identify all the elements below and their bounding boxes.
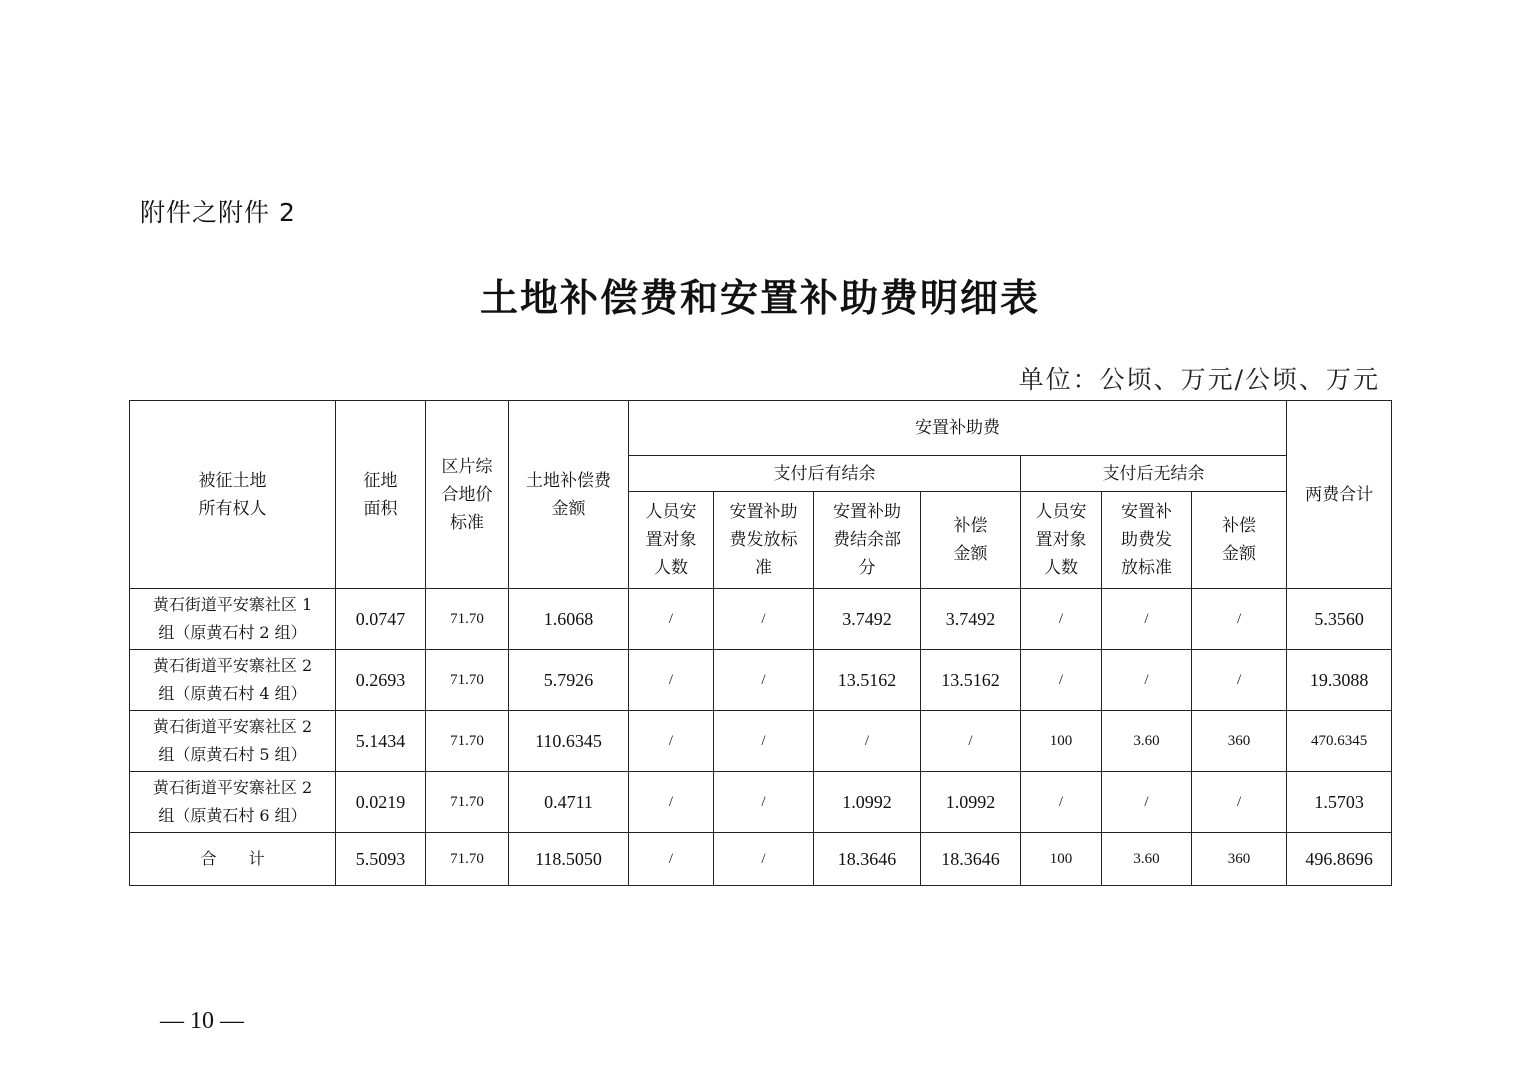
cell-total: 5.3560 xyxy=(1287,589,1392,650)
cell-nb-standard: / xyxy=(1102,772,1192,833)
cell-wb-amount: 13.5162 xyxy=(921,650,1021,711)
cell-land-comp: 1.6068 xyxy=(509,589,629,650)
cell-wb-standard: / xyxy=(714,650,814,711)
cell-total: 19.3088 xyxy=(1287,650,1392,711)
cell-nb-standard: 3.60 xyxy=(1102,833,1192,886)
cell-wb-balance: / xyxy=(814,711,921,772)
cell-wb-amount: 18.3646 xyxy=(921,833,1021,886)
cell-wb-standard: / xyxy=(714,833,814,886)
cell-land-comp: 0.4711 xyxy=(509,772,629,833)
cell-nb-persons: / xyxy=(1021,772,1102,833)
cell-standard: 71.70 xyxy=(426,650,509,711)
cell-wb-persons: / xyxy=(629,711,714,772)
header-resettle-group: 安置补助费 xyxy=(629,401,1287,456)
cell-wb-standard: / xyxy=(714,772,814,833)
header-nb-amount: 补偿 金额 xyxy=(1192,492,1287,589)
page-title: 土地补偿费和安置补助费明细表 xyxy=(479,276,1040,320)
header-wb-persons: 人员安 置对象 人数 xyxy=(629,492,714,589)
cell-owner: 黄石街道平安寨社区 1 组（原黄石村 2 组） xyxy=(130,589,336,650)
cell-nb-persons: 100 xyxy=(1021,711,1102,772)
cell-wb-balance: 3.7492 xyxy=(814,589,921,650)
table-row xyxy=(130,589,1392,650)
cell-area: 5.1434 xyxy=(336,711,426,772)
header-nb-standard: 安置补 助费发 放标准 xyxy=(1102,492,1192,589)
cell-wb-persons: / xyxy=(629,589,714,650)
cell-wb-balance: 18.3646 xyxy=(814,833,921,886)
cell-total: 470.6345 xyxy=(1287,711,1392,772)
cell-nb-amount: / xyxy=(1192,589,1287,650)
header-land-comp: 土地补偿费 金额 xyxy=(509,401,629,589)
cell-standard: 71.70 xyxy=(426,711,509,772)
cell-land-comp: 5.7926 xyxy=(509,650,629,711)
cell-area: 0.2693 xyxy=(336,650,426,711)
cell-area: 5.5093 xyxy=(336,833,426,886)
header-wb-standard: 安置补助 费发放标 准 xyxy=(714,492,814,589)
cell-area: 0.0219 xyxy=(336,772,426,833)
unit-note: 单位：公顷、万元/公顷、万元 xyxy=(1018,365,1380,394)
cell-wb-balance: 13.5162 xyxy=(814,650,921,711)
cell-nb-amount: 360 xyxy=(1192,711,1287,772)
cell-land-comp: 118.5050 xyxy=(509,833,629,886)
cell-nb-standard: / xyxy=(1102,589,1192,650)
cell-owner: 黄石街道平安寨社区 2 组（原黄石村 6 组） xyxy=(130,772,336,833)
header-no-balance: 支付后无结余 xyxy=(1021,456,1287,492)
cell-wb-persons: / xyxy=(629,650,714,711)
cell-wb-amount: 3.7492 xyxy=(921,589,1021,650)
page-number: — 10 — xyxy=(160,1008,244,1034)
header-nb-persons: 人员安 置对象 人数 xyxy=(1021,492,1102,589)
cell-wb-persons: / xyxy=(629,833,714,886)
cell-nb-persons: / xyxy=(1021,650,1102,711)
cell-standard: 71.70 xyxy=(426,589,509,650)
cell-nb-persons: / xyxy=(1021,589,1102,650)
cell-owner: 合 计 xyxy=(130,833,336,886)
cell-wb-amount: / xyxy=(921,711,1021,772)
header-wb-balance: 安置补助 费结余部 分 xyxy=(814,492,921,589)
attachment-label: 附件之附件 2 xyxy=(140,198,296,227)
cell-wb-persons: / xyxy=(629,772,714,833)
cell-land-comp: 110.6345 xyxy=(509,711,629,772)
cell-nb-standard: / xyxy=(1102,650,1192,711)
cell-total: 1.5703 xyxy=(1287,772,1392,833)
cell-area: 0.0747 xyxy=(336,589,426,650)
cell-standard: 71.70 xyxy=(426,772,509,833)
header-wb-amount: 补偿 金额 xyxy=(921,492,1021,589)
cell-wb-standard: / xyxy=(714,589,814,650)
table-row xyxy=(130,772,1392,833)
header-total: 两费合计 xyxy=(1287,401,1392,589)
header-owner: 被征土地 所有权人 xyxy=(130,401,336,589)
cell-standard: 71.70 xyxy=(426,833,509,886)
table-row xyxy=(130,650,1392,711)
cell-nb-amount: / xyxy=(1192,650,1287,711)
cell-owner: 黄石街道平安寨社区 2 组（原黄石村 4 组） xyxy=(130,650,336,711)
cell-nb-persons: 100 xyxy=(1021,833,1102,886)
cell-wb-balance: 1.0992 xyxy=(814,772,921,833)
header-row-1 xyxy=(130,401,1392,456)
cell-nb-amount: 360 xyxy=(1192,833,1287,886)
table-row xyxy=(130,711,1392,772)
header-area: 征地 面积 xyxy=(336,401,426,589)
header-standard: 区片综 合地价 标准 xyxy=(426,401,509,589)
cell-wb-amount: 1.0992 xyxy=(921,772,1021,833)
cell-total: 496.8696 xyxy=(1287,833,1392,886)
cell-wb-standard: / xyxy=(714,711,814,772)
cell-nb-amount: / xyxy=(1192,772,1287,833)
cell-owner: 黄石街道平安寨社区 2 组（原黄石村 5 组） xyxy=(130,711,336,772)
total-row xyxy=(130,833,1392,886)
header-with-balance: 支付后有结余 xyxy=(629,456,1021,492)
cell-nb-standard: 3.60 xyxy=(1102,711,1192,772)
compensation-table xyxy=(129,400,1392,886)
